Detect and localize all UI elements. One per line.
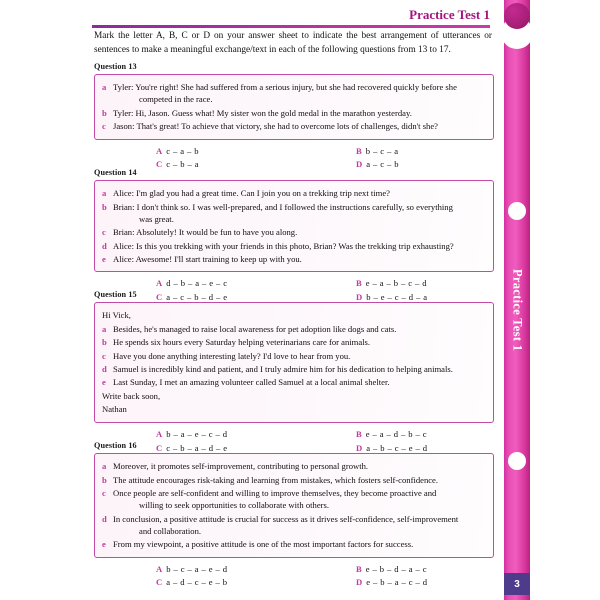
option-key: A [156,563,163,574]
option-value: e – a – b – c – d [365,278,427,289]
item-text-line: Once people are self-confident and willing to improve themselves, they become proactive and [113,487,437,498]
item-text-line: Tyler: You're right! She had suffered from a serious injury, but she had recovered quickly before she [113,82,457,93]
item-text [113,363,485,375]
question-item [102,513,485,537]
option-value: c – b – a [166,159,199,170]
item-text [113,513,485,537]
item-text-line: Alice: Awesome! I'll start training to keep up with you. [113,253,302,264]
item-text-line: Alice: I'm glad you had a great time. Can I join you on a trekking trip next time? [113,188,390,199]
item-text-continuation: competed in the race. [139,94,213,105]
option-key: B [356,563,362,574]
item-marker: d [102,240,107,251]
item-text-line: Have you done anything interesting lately? I'd love to hear from you. [113,350,351,361]
item-text [113,487,485,511]
item-marker: a [102,461,107,472]
question-label: Question 16 [94,441,137,450]
item-marker: b [102,201,107,212]
item-marker: a [102,188,107,199]
question-item [102,487,485,511]
item-text-line: Brian: I don't think so. I was well-prepared, and I followed the instructions carefully, so everything [113,201,453,212]
item-text [113,350,485,362]
item-text [113,376,485,388]
answer-option-a[interactable] [156,563,356,576]
option-key: B [356,429,362,440]
question-item [102,187,485,199]
item-text [113,81,485,105]
question-item [102,336,485,348]
item-text [113,323,485,335]
item-marker: b [102,107,107,118]
item-text-line: The attitude encourages risk-taking and learning from mistakes, which fosters self-confidence. [113,474,439,485]
question-item [102,107,485,119]
binder-hole-icon [508,202,526,220]
header-divider [92,25,490,28]
item-marker: d [102,364,107,374]
page-number-badge: 3 [504,573,530,595]
item-marker: b [102,474,107,485]
item-text-line: He spends six hours every Saturday helping veterinarians care for animals. [113,337,371,348]
option-key: B [356,278,362,289]
answer-option-b[interactable] [356,145,556,158]
option-key: D [356,442,363,453]
question-label: Question 15 [94,290,137,299]
item-text [113,240,485,252]
question-content-box [94,74,494,140]
item-marker: b [102,337,107,348]
answer-option-b[interactable] [356,428,556,441]
item-marker: e [102,539,106,550]
option-value: e – a – d – b – c [365,429,427,440]
question-item [102,201,485,225]
answer-options [94,563,494,590]
item-marker: e [102,253,106,264]
letter-signature: Nathan [102,404,127,415]
option-key: B [356,145,362,156]
item-marker: e [102,377,106,388]
question-item [102,253,485,265]
option-value: a – c – b – d – e [166,292,228,303]
option-key: A [156,429,163,440]
option-key: D [356,159,363,170]
item-text-line: Moreover, it promotes self-improvement, contributing to personal growth. [113,461,369,472]
question-item [102,240,485,252]
item-marker: c [102,121,106,132]
answer-option-a[interactable] [156,428,356,441]
item-text-line: Besides, he's managed to raise local awareness for pet adoption like dogs and cats. [113,323,397,334]
question-block [94,62,494,171]
question-content-box [94,302,494,423]
item-text [113,201,485,225]
item-text-continuation: was great. [139,213,174,224]
item-text-line: Samuel is incredibly kind and patient, and I truly admire him for his dedication to helping animals. [113,364,453,374]
item-text-line: Jason: That's great! To achieve that victory, she had to overcome lots of challenges, didn't she? [113,121,438,132]
page-header [92,8,490,28]
item-text-line: From my viewpoint, a positive attitude is one of the most important factors for success. [113,539,414,550]
sidebar-vertical-label: Practice Test 1 [510,268,525,352]
option-key: C [156,442,163,453]
answer-option-b[interactable] [356,563,556,576]
item-text-line: Alice: Is this you trekking with your friends in this photo, Brian? Was the trekking trip exhausting? [113,240,454,251]
question-content-box [94,453,494,558]
option-value: b – c – a [365,145,399,156]
page-title: Practice Test 1 [409,7,490,22]
letter-greeting: Hi Vick, [102,310,131,321]
question-item [102,81,485,105]
question-block [94,290,494,455]
item-text-continuation: willing to seek opportunities to collaborate with others. [139,500,329,511]
question-item [102,538,485,550]
item-text-line: Last Sunday, I met an amazing volunteer called Samuel at a local animal shelter. [113,377,390,388]
question-label: Question 14 [94,168,137,177]
option-key: D [356,292,363,303]
question-item [102,226,485,238]
instructions-text: Mark the letter A, B, C or D on your answer sheet to indicate the best arrangement of utterances or sentences to make a meaningful exchange/text in each of the following questions from 13 to 17. [94,31,492,56]
question-item [102,460,485,472]
answer-option-d[interactable] [356,576,556,589]
question-item [102,376,485,388]
option-key: D [356,577,363,588]
item-text [113,460,485,472]
item-marker: c [102,350,106,361]
item-text-line: Brian: Absolutely! It would be fun to have you along. [113,227,298,238]
option-value: b – a – e – c – d [166,429,228,440]
question-item [102,323,485,335]
item-text [113,253,485,265]
question-block [94,168,494,304]
option-value: b – e – c – d – a [366,292,428,303]
option-key: C [156,292,163,303]
question-label: Question 13 [94,62,137,71]
item-text [113,336,485,348]
item-text [113,538,485,550]
option-value: c – b – a – d – e [166,442,228,453]
option-key: A [156,145,163,156]
item-marker: c [102,487,106,498]
item-text [113,226,485,238]
option-value: c – a – b [166,145,199,156]
answer-option-b[interactable] [356,277,556,290]
question-item [102,363,485,375]
option-value: a – d – c – e – b [166,577,228,588]
option-value: d – b – a – e – c [166,278,228,289]
binder-knob-icon [504,3,530,29]
option-key: C [156,159,163,170]
answer-option-a[interactable] [156,145,356,158]
item-text [113,187,485,199]
item-text [113,107,485,119]
question-item [102,474,485,486]
option-value: a – c – b [366,159,399,170]
item-text [113,120,485,132]
question-item [102,350,485,362]
question-content-box [94,180,494,272]
item-marker: a [102,323,107,334]
option-value: e – b – d – a – c [365,563,427,574]
answer-option-c[interactable] [156,576,356,589]
item-text [113,474,485,486]
letter-closing: Write back soon, [102,390,161,401]
item-marker: a [102,82,107,93]
question-item [102,120,485,132]
option-key: C [156,577,163,588]
answer-option-a[interactable] [156,277,356,290]
option-key: A [156,278,163,289]
item-text-line: Tyler: Hi, Jason. Guess what! My sister won the gold medal in the marathon yesterday. [113,107,412,118]
option-value: e – b – a – c – d [366,577,428,588]
question-block [94,441,494,589]
option-value: b – c – a – e – d [166,563,228,574]
item-text-continuation: and collaboration. [139,525,202,536]
item-marker: c [102,227,106,238]
item-text-line: In conclusion, a positive attitude is crucial for success as it drives self-confidence, self-improvement [113,513,459,524]
item-marker: d [102,513,107,524]
option-value: a – b – c – e – d [366,442,428,453]
